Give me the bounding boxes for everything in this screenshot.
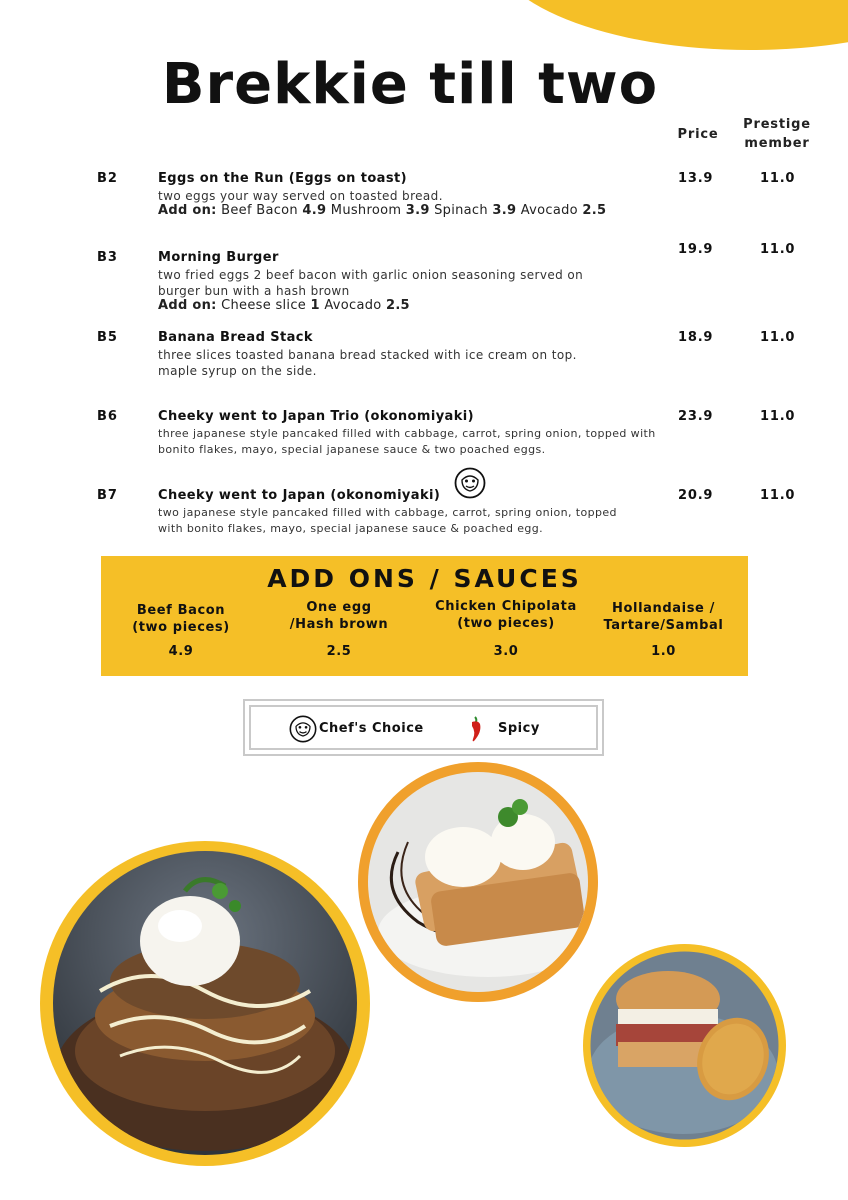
chili-pepper-icon xyxy=(464,714,486,744)
item-price: 19.9 xyxy=(678,242,714,257)
item-member-price: 11.0 xyxy=(760,330,796,345)
morning-burger-photo xyxy=(583,944,786,1147)
item-description: two fried eggs 2 beef bacon with garlic onion seasoning served on burger bun with a hash brown xyxy=(158,268,584,298)
addon-price: 2.5 xyxy=(326,644,352,659)
item-description: two japanese style pancaked filled with cabbage, carrot, spring onion, topped with bonito flakes, mayo, special japanese sauce & poached egg. xyxy=(158,506,617,535)
item-code: B3 xyxy=(97,250,118,265)
item-price: 18.9 xyxy=(678,330,714,345)
legend-spicy-label: Spicy xyxy=(498,721,540,736)
item-code: B6 xyxy=(97,409,118,424)
addon-beef-bacon: Beef Bacon (two pieces) xyxy=(132,603,230,635)
member-header-line2: member xyxy=(744,136,810,151)
addons-title: ADD ONS / SAUCES xyxy=(267,564,582,593)
legend-box xyxy=(243,699,604,756)
addons-section xyxy=(101,556,748,676)
item-addons: Add on: Beef Bacon 4.9 Mushroom 3.9 Spinach 3.9 Avocado 2.5 xyxy=(158,203,607,218)
item-price: 23.9 xyxy=(678,409,714,424)
addon-chicken-chipolata: Chicken Chipolata (two pieces) xyxy=(435,599,577,631)
addon-sauces: Hollandaise / Tartare/Sambal xyxy=(603,601,724,633)
item-description: three japanese style pancaked filled with cabbage, carrot, spring onion, topped with bonito flakes, mayo, special japanese sauce & two poached eggs. xyxy=(158,427,656,456)
item-description: three slices toasted banana bread stacked with ice cream on top. maple syrup on the side. xyxy=(158,348,577,378)
chefs-choice-icon xyxy=(289,715,317,743)
item-code: B2 xyxy=(97,171,118,186)
item-description: two eggs your way served on toasted bread. xyxy=(158,189,443,203)
addon-label: Add on: xyxy=(158,203,217,218)
item-code: B7 xyxy=(97,488,118,503)
item-addons: Add on: Cheese slice 1 Avocado 2.5 xyxy=(158,298,410,313)
member-column-header xyxy=(740,115,814,153)
price-column-header: Price xyxy=(677,127,719,142)
item-code: B5 xyxy=(97,330,118,345)
item-price: 20.9 xyxy=(678,488,714,503)
item-price: 13.9 xyxy=(678,171,714,186)
photo-okonomiyaki-ring xyxy=(40,841,370,1166)
item-member-price: 11.0 xyxy=(760,488,796,503)
item-name: Cheeky went to Japan (okonomiyaki) xyxy=(158,488,441,503)
addon-price: 1.0 xyxy=(651,644,676,659)
item-name: Eggs on the Run (Eggs on toast) xyxy=(158,171,407,186)
addon-price: 4.9 xyxy=(168,644,194,659)
eggs-on-toast-photo xyxy=(358,762,598,1002)
addon-one-egg: One egg /Hash brown xyxy=(289,600,389,632)
item-member-price: 11.0 xyxy=(760,409,796,424)
item-name: Morning Burger xyxy=(158,250,279,265)
decorative-yellow-blob xyxy=(490,0,848,50)
chefs-choice-icon xyxy=(454,467,486,499)
addon-price: 3.0 xyxy=(493,644,519,659)
page-title: Brekkie till two xyxy=(161,52,659,117)
item-member-price: 11.0 xyxy=(760,171,796,186)
item-name: Cheeky went to Japan Trio (okonomiyaki) xyxy=(158,409,474,424)
member-header-line1: Prestige xyxy=(743,117,811,132)
photo-burger-ring xyxy=(583,944,786,1147)
item-name: Banana Bread Stack xyxy=(158,330,313,345)
legend-chef-label: Chef's Choice xyxy=(319,721,424,736)
addon-label: Add on: xyxy=(158,298,217,313)
okonomiyaki-photo xyxy=(40,841,370,1166)
item-member-price: 11.0 xyxy=(760,242,796,257)
photo-eggs-toast-ring xyxy=(358,762,598,1002)
